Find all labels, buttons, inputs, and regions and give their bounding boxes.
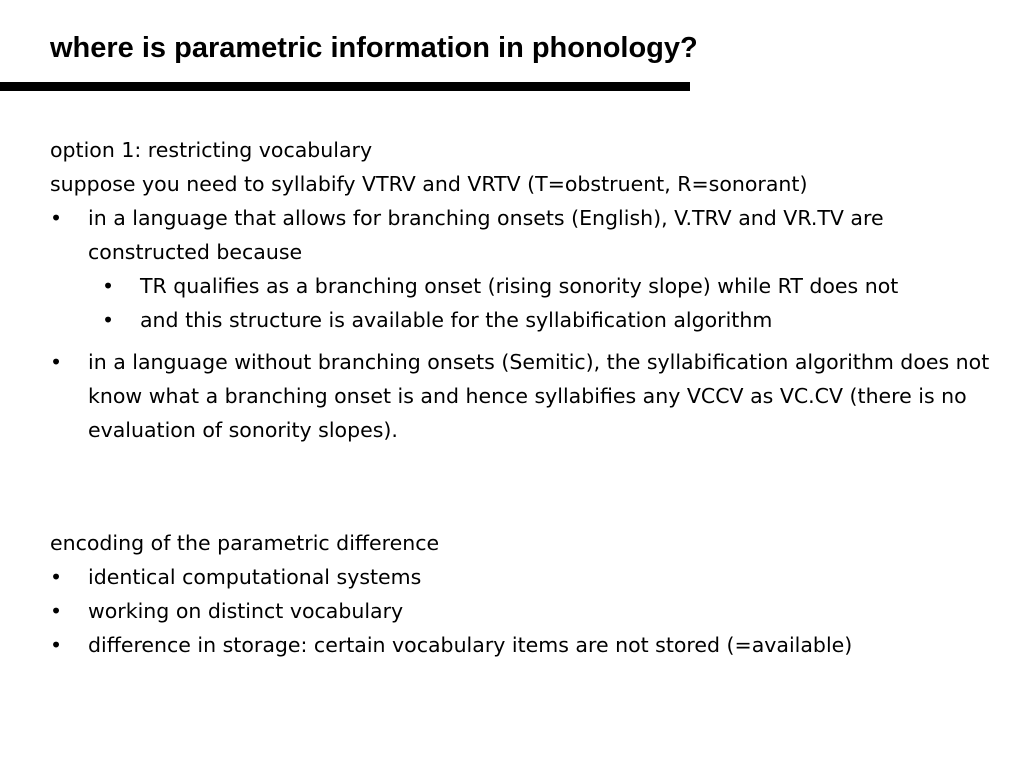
encoding-bullet-list	[50, 560, 1000, 662]
bullet-text: working on distinct vocabulary	[88, 599, 404, 623]
bullet-distinct-vocabulary	[50, 594, 1000, 628]
syllabify-intro-text: suppose you need to syllabify VTRV and VRTV (T=obstruent, R=sonorant)	[50, 172, 808, 196]
bullet-text: difference in storage: certain vocabulary items are not stored (=available)	[88, 633, 853, 657]
sub-bullet-rising-sonority	[102, 269, 1000, 303]
section-heading-option-1: option 1: restricting vocabulary	[50, 138, 373, 162]
sub-bullet-text: TR qualifies as a branching onset (rising sonority slope) while RT does not	[140, 274, 899, 298]
slide-title: where is parametric information in phonology?	[50, 32, 698, 64]
sub-bullet-structure-available	[102, 303, 1000, 337]
sub-bullet-text: and this structure is available for the syllabification algorithm	[140, 308, 773, 332]
section-heading-encoding: encoding of the parametric difference	[50, 531, 440, 555]
bullet-marker: •	[50, 599, 63, 623]
bullet-marker: •	[50, 565, 63, 589]
bullet-identical-systems	[50, 560, 1000, 594]
option-1-bullet-list	[50, 201, 1000, 447]
bullet-no-branching-onsets	[50, 345, 1000, 447]
bullet-marker: •	[50, 633, 63, 657]
bullet-marker: •	[50, 350, 63, 374]
bullet-marker: •	[102, 308, 115, 332]
bullet-branching-onsets	[50, 201, 1000, 269]
bullet-marker: •	[50, 206, 63, 230]
bullet-storage-difference	[50, 628, 1000, 662]
encoding-section	[50, 526, 1000, 662]
bullet-text: in a language that allows for branching onsets (English), V.TRV and VR.TV are constructed because	[88, 206, 884, 264]
bullet-text: identical computational systems	[88, 565, 422, 589]
title-underline-rule	[0, 82, 690, 91]
bullet-text: in a language without branching onsets (Semitic), the syllabification algorithm does not know what a branching onset is and hence syllabifies any VCCV as VC.CV (there is no evaluation of sonority slopes).	[88, 350, 990, 442]
option-1-section	[50, 133, 1000, 447]
bullet-marker: •	[102, 274, 115, 298]
